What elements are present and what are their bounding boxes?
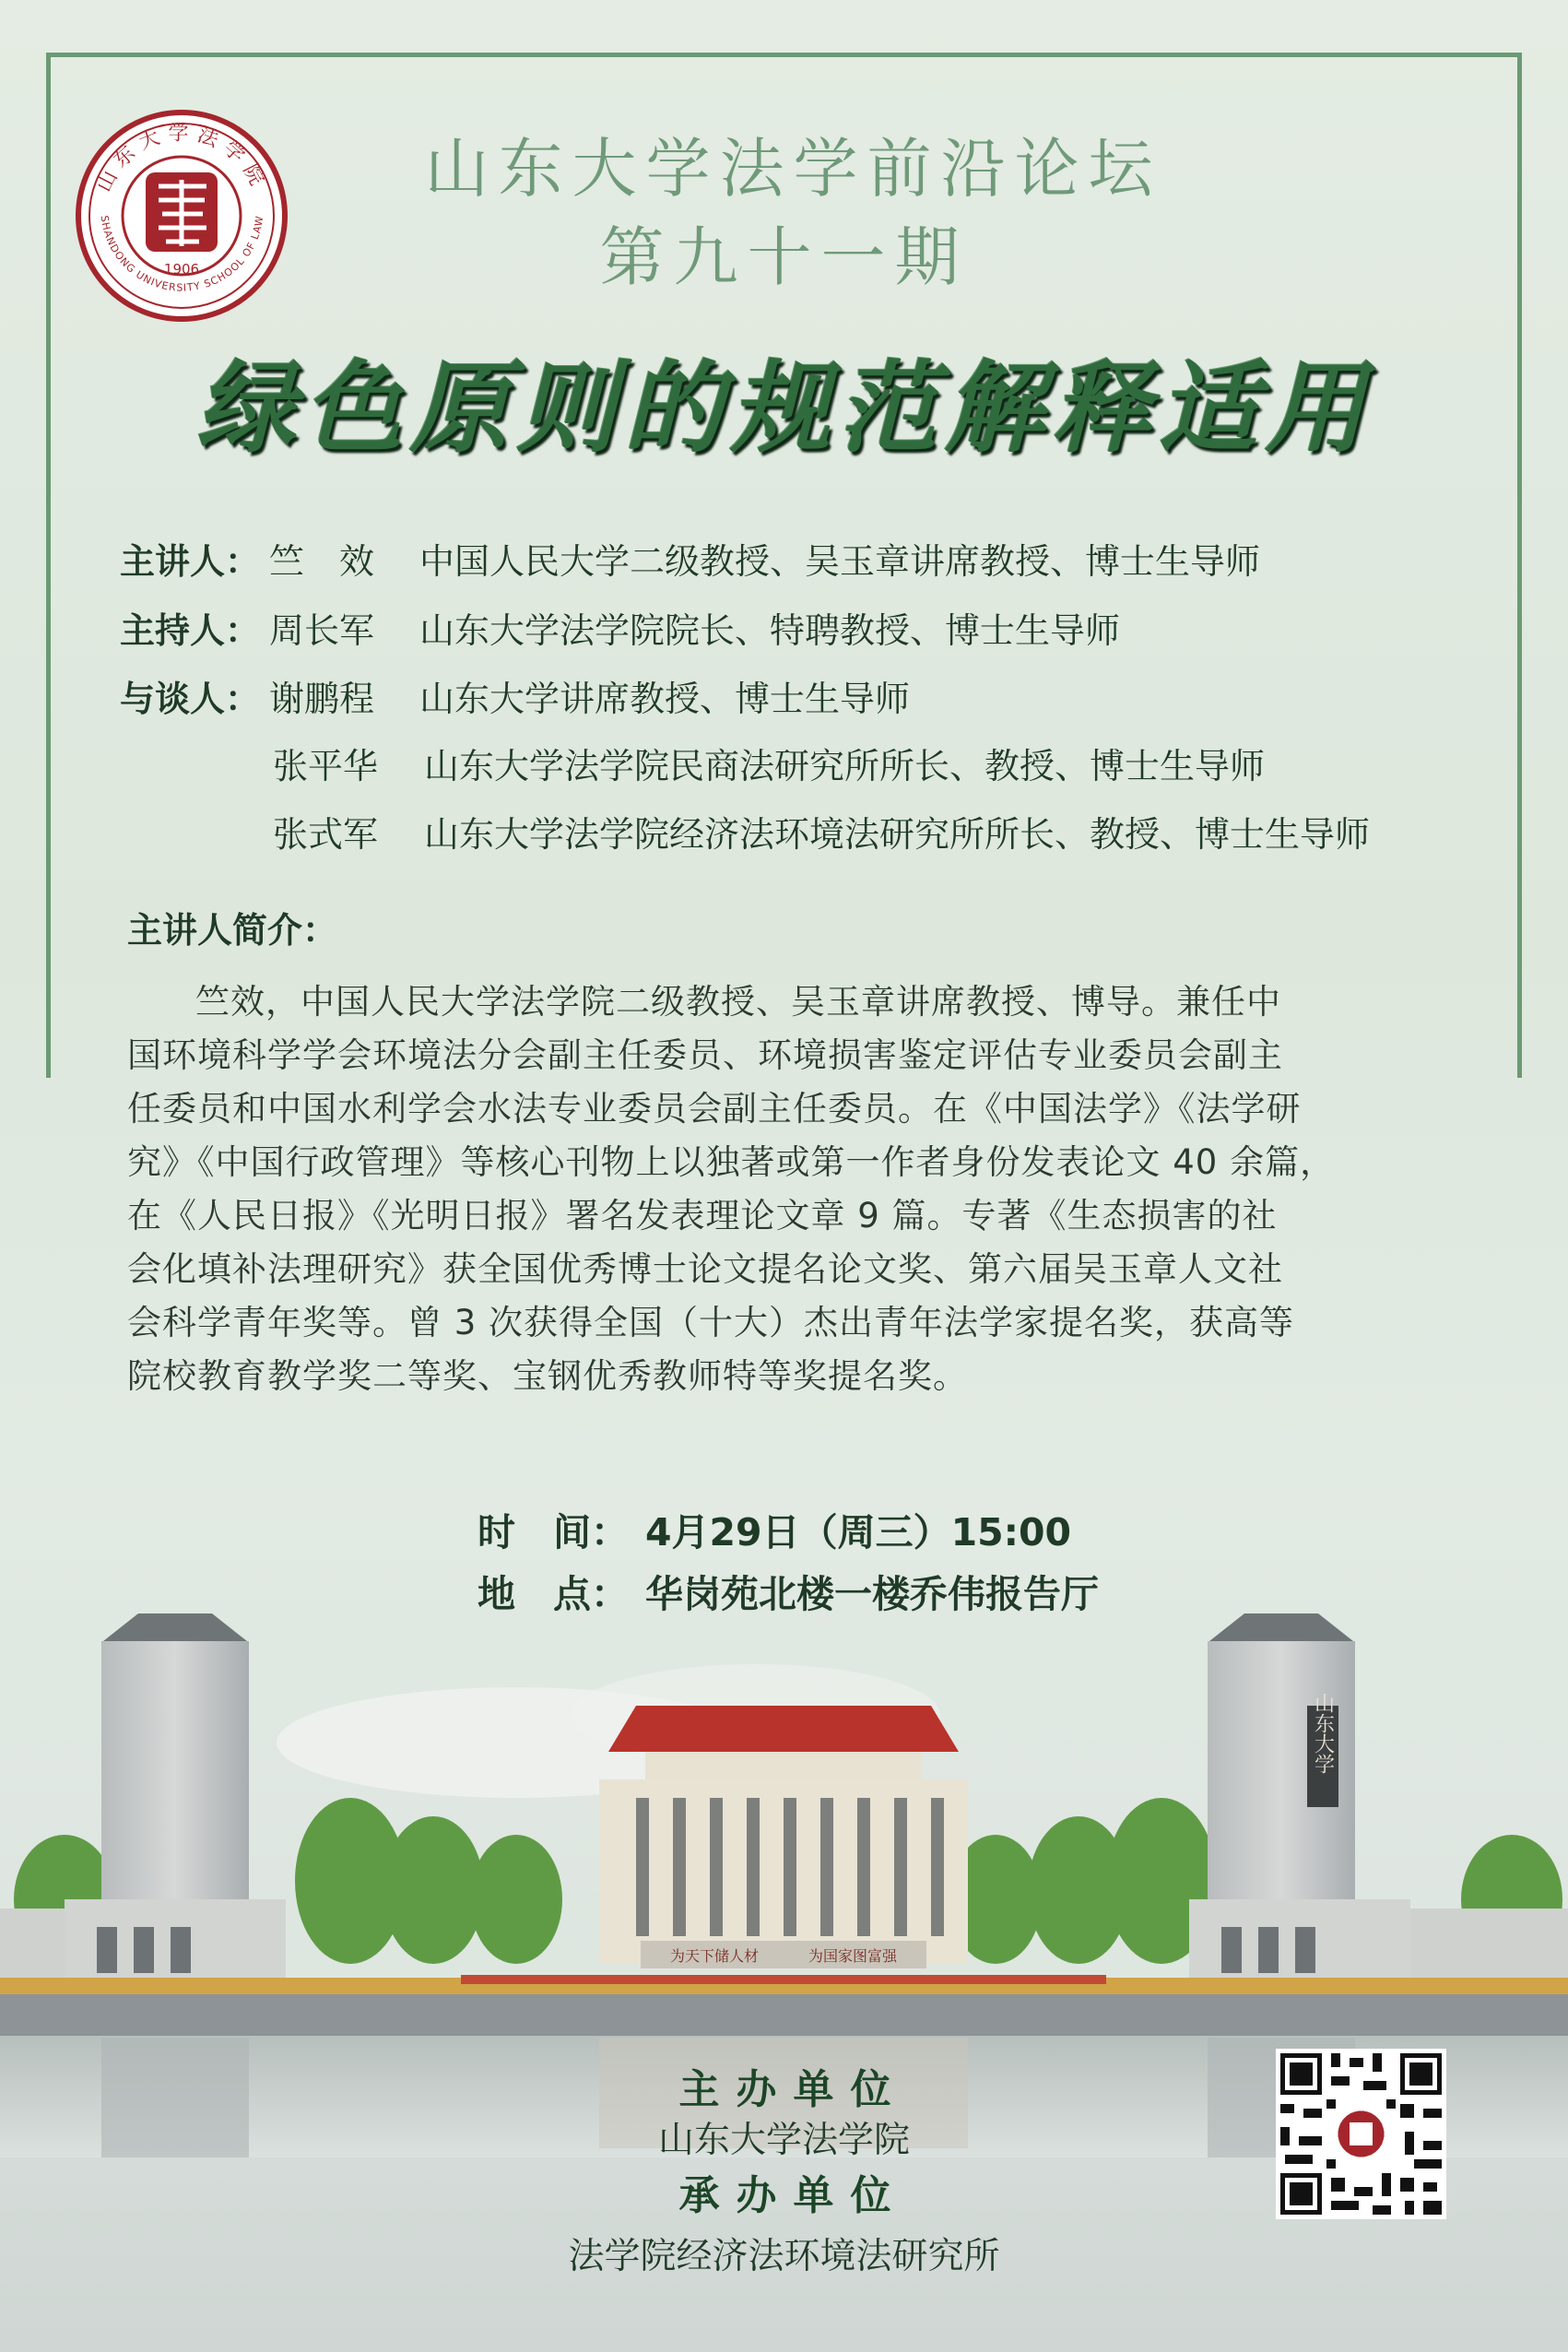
bio-line: 究》《中国行政管理》等核心刊物上以独著或第一作者身份发表论文 40 余篇， (127, 1142, 1336, 1182)
speaker-title: 中国人民大学二级教授、吴玉章讲席教授、博士生导师 (419, 541, 1261, 582)
bio-line: 国环境科学学会环境法分会副主任委员、环境损害鉴定评估专业委员会副主 (127, 1035, 1283, 1075)
place-label: 地 点： (477, 1572, 629, 1616)
event-place (477, 1572, 1099, 1616)
speaker-bio (127, 975, 1436, 1403)
stone-slogan-left: 为天下储人材 (669, 1947, 760, 1965)
bio-heading: 主讲人简介： (127, 910, 338, 951)
speaker-name: 竺 效 (269, 541, 375, 582)
host-name: 周长军 (269, 610, 375, 651)
bio-line: 在《人民日报》《光明日报》署名发表理论文章 9 篇。专著《生态损害的社 (127, 1196, 1278, 1235)
host-label: 主持人： (120, 610, 261, 651)
panelist-title: 山东大学讲席教授、博士生导师 (419, 679, 911, 719)
qr-code-icon[interactable] (1276, 2049, 1446, 2219)
gate-plaque: 山东大学 (1311, 1693, 1335, 1774)
seal-text: 山东大学法学院 (92, 122, 272, 196)
issue-number: 第九十一期 (599, 219, 969, 295)
host-organizer-heading: 主办单位 (678, 2066, 908, 2113)
time-value: 4月29日（周三）15:00 (645, 1510, 1072, 1554)
bio-line: 院校教育教学奖二等奖、宝钢优秀教师特等奖提名奖。 (127, 1356, 968, 1396)
forum-title: 山东大学法学前沿论坛 (424, 131, 1162, 207)
bio-line: 竺效，中国人民大学法学院二级教授、吴玉章讲席教授、博导。兼任中 (195, 982, 1281, 1022)
place-value: 华岗苑北楼一楼乔伟报告厅 (645, 1572, 1099, 1616)
bio-line: 任委员和中国水利学会水法专业委员会副主任委员。在《中国法学》《法学研 (127, 1089, 1302, 1129)
co-organizer-heading: 承办单位 (678, 2172, 908, 2219)
time-label: 时 间： (477, 1510, 629, 1554)
panelist-title: 山东大学法学院民商法研究所所长、教授、博士生导师 (424, 746, 1266, 786)
co-organizer-name: 法学院经济法环境法研究所 (568, 2236, 1000, 2277)
lecture-title: 绿色原则的规范解释适用 (195, 351, 1373, 467)
panelist-name: 张式军 (273, 814, 379, 855)
panelist-name: 张平华 (273, 746, 379, 786)
bio-line: 会化填补法理研究》获全国优秀博士论文提名论文奖、第六届吴玉章人文社 (127, 1249, 1283, 1289)
seal-year: 1906 (163, 261, 200, 278)
panel-label: 与谈人： (120, 679, 261, 719)
panelist-name: 谢鹏程 (269, 679, 375, 719)
host-organizer-name: 山东大学法学院 (657, 2120, 910, 2161)
bio-line: 会科学青年奖等。曾 3 次获得全国（十大）杰出青年法学家提名奖，获高等 (127, 1303, 1295, 1342)
panelist-title: 山东大学法学院经济法环境法研究所所长、教授、博士生导师 (424, 814, 1371, 855)
event-time (477, 1510, 1072, 1554)
speaker-label: 主讲人： (120, 541, 261, 582)
host-title: 山东大学法学院院长、特聘教授、博士生导师 (419, 610, 1121, 651)
seal-english-text: SHANDONG UNIVERSITY SCHOOL OF LAW (98, 214, 266, 294)
stone-slogan-right: 为国家图富强 (808, 1947, 898, 1965)
